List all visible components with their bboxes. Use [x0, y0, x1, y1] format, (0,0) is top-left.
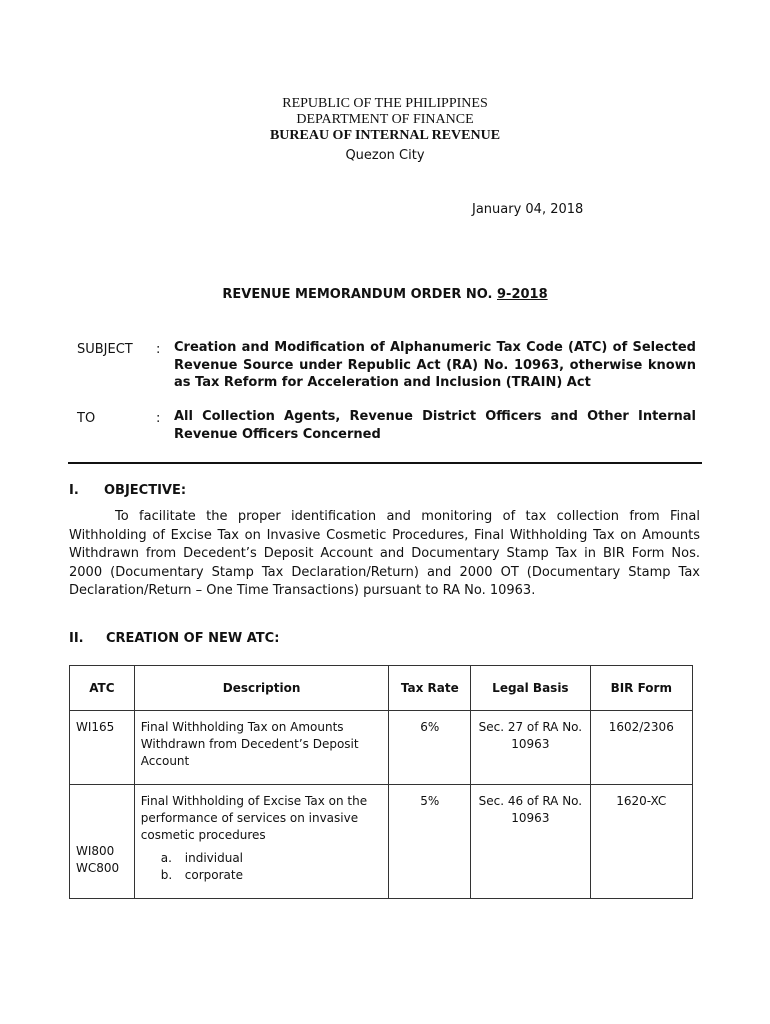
atc-spacer — [76, 793, 128, 843]
section1-body — [69, 508, 700, 601]
letterhead — [0, 96, 770, 144]
subject-text: Creation and Modification of Alphanumeric Tax Code (ATC) of Selected Revenue Source under Republic Act (RA) No. 10963, otherwise known as Tax Reform for Acceleration and Inclusion (TRAIN) Act — [174, 340, 696, 390]
subject-colon: : — [156, 342, 161, 357]
row2-description-text: Final Withholding of Excise Tax on the performance of services on invasive cosmetic procedures — [140, 794, 368, 842]
row2-atc — [70, 785, 135, 899]
header-republic: REPUBLIC OF THE PHILIPPINES — [282, 96, 488, 111]
row2-atc-individual: WI800 — [76, 844, 115, 858]
to-colon: : — [156, 411, 161, 426]
header-city: Quezon City — [345, 148, 425, 163]
row2-subitem-corporate — [141, 867, 383, 884]
row2-subitem-individual — [141, 850, 383, 867]
row2-atc-corporate: WC800 — [76, 861, 120, 875]
header-description: Description — [134, 666, 389, 711]
row2-rate: 5% — [389, 785, 471, 899]
subject-label: SUBJECT — [77, 342, 133, 357]
section1-number: I. — [69, 483, 79, 498]
header-department: DEPARTMENT OF FINANCE — [296, 112, 474, 127]
section1-body-text: To facilitate the proper identification and monitoring of tax collection from Final Withholding of Excise Tax on Invasive Cosmetic Procedures, Final Withholding Tax on Amounts Withdrawn from Decedent’s Deposit Account and Documentary Stamp Tax in BIR Form Nos. 2000 (Documentary Stamp Tax Declaration/Return) and 2000 OT (Documentary Stamp Tax Declaration/Return – One Time Transactions) pursuant to RA No. 10963. — [69, 509, 700, 598]
row1-bir-form: 1602/2306 — [590, 711, 692, 785]
subitem-b-marker: b. — [160, 868, 173, 882]
table-row — [70, 785, 693, 899]
header-divider — [68, 462, 702, 464]
row1-description: Final Withholding Tax on Amounts Withdrawn from Decedent’s Deposit Account — [134, 711, 389, 785]
order-title-prefix: REVENUE MEMORANDUM ORDER NO. — [222, 287, 497, 302]
order-title — [0, 287, 770, 302]
section2-title: CREATION OF NEW ATC: — [106, 631, 280, 646]
row2-bir-form: 1620-XC — [590, 785, 692, 899]
header-legal-basis: Legal Basis — [471, 666, 590, 711]
section2-number: II. — [69, 631, 84, 646]
document-date: January 04, 2018 — [472, 202, 584, 217]
header-tax-rate: Tax Rate — [389, 666, 471, 711]
row2-description — [134, 785, 389, 899]
atc-table — [69, 665, 693, 899]
table-row — [70, 711, 693, 785]
row1-atc: WI165 — [70, 711, 135, 785]
section1-title: OBJECTIVE: — [104, 483, 187, 498]
row1-rate: 6% — [389, 711, 471, 785]
header-bureau: BUREAU OF INTERNAL REVENUE — [269, 128, 501, 143]
subitem-a-text: individual — [184, 851, 244, 865]
to-text: All Collection Agents, Revenue District Officers and Other Internal Revenue Officers Concerned — [174, 409, 696, 442]
header-bir-form: BIR Form — [590, 666, 692, 711]
header-atc: ATC — [70, 666, 135, 711]
subitem-a-marker: a. — [160, 851, 172, 865]
row2-legal-basis: Sec. 46 of RA No. 10963 — [471, 785, 590, 899]
order-number: 9-2018 — [497, 287, 548, 302]
to-label: TO — [77, 411, 96, 426]
table-header-row — [70, 666, 693, 711]
subitem-b-text: corporate — [184, 868, 243, 882]
row1-legal-basis: Sec. 27 of RA No. 10963 — [471, 711, 590, 785]
